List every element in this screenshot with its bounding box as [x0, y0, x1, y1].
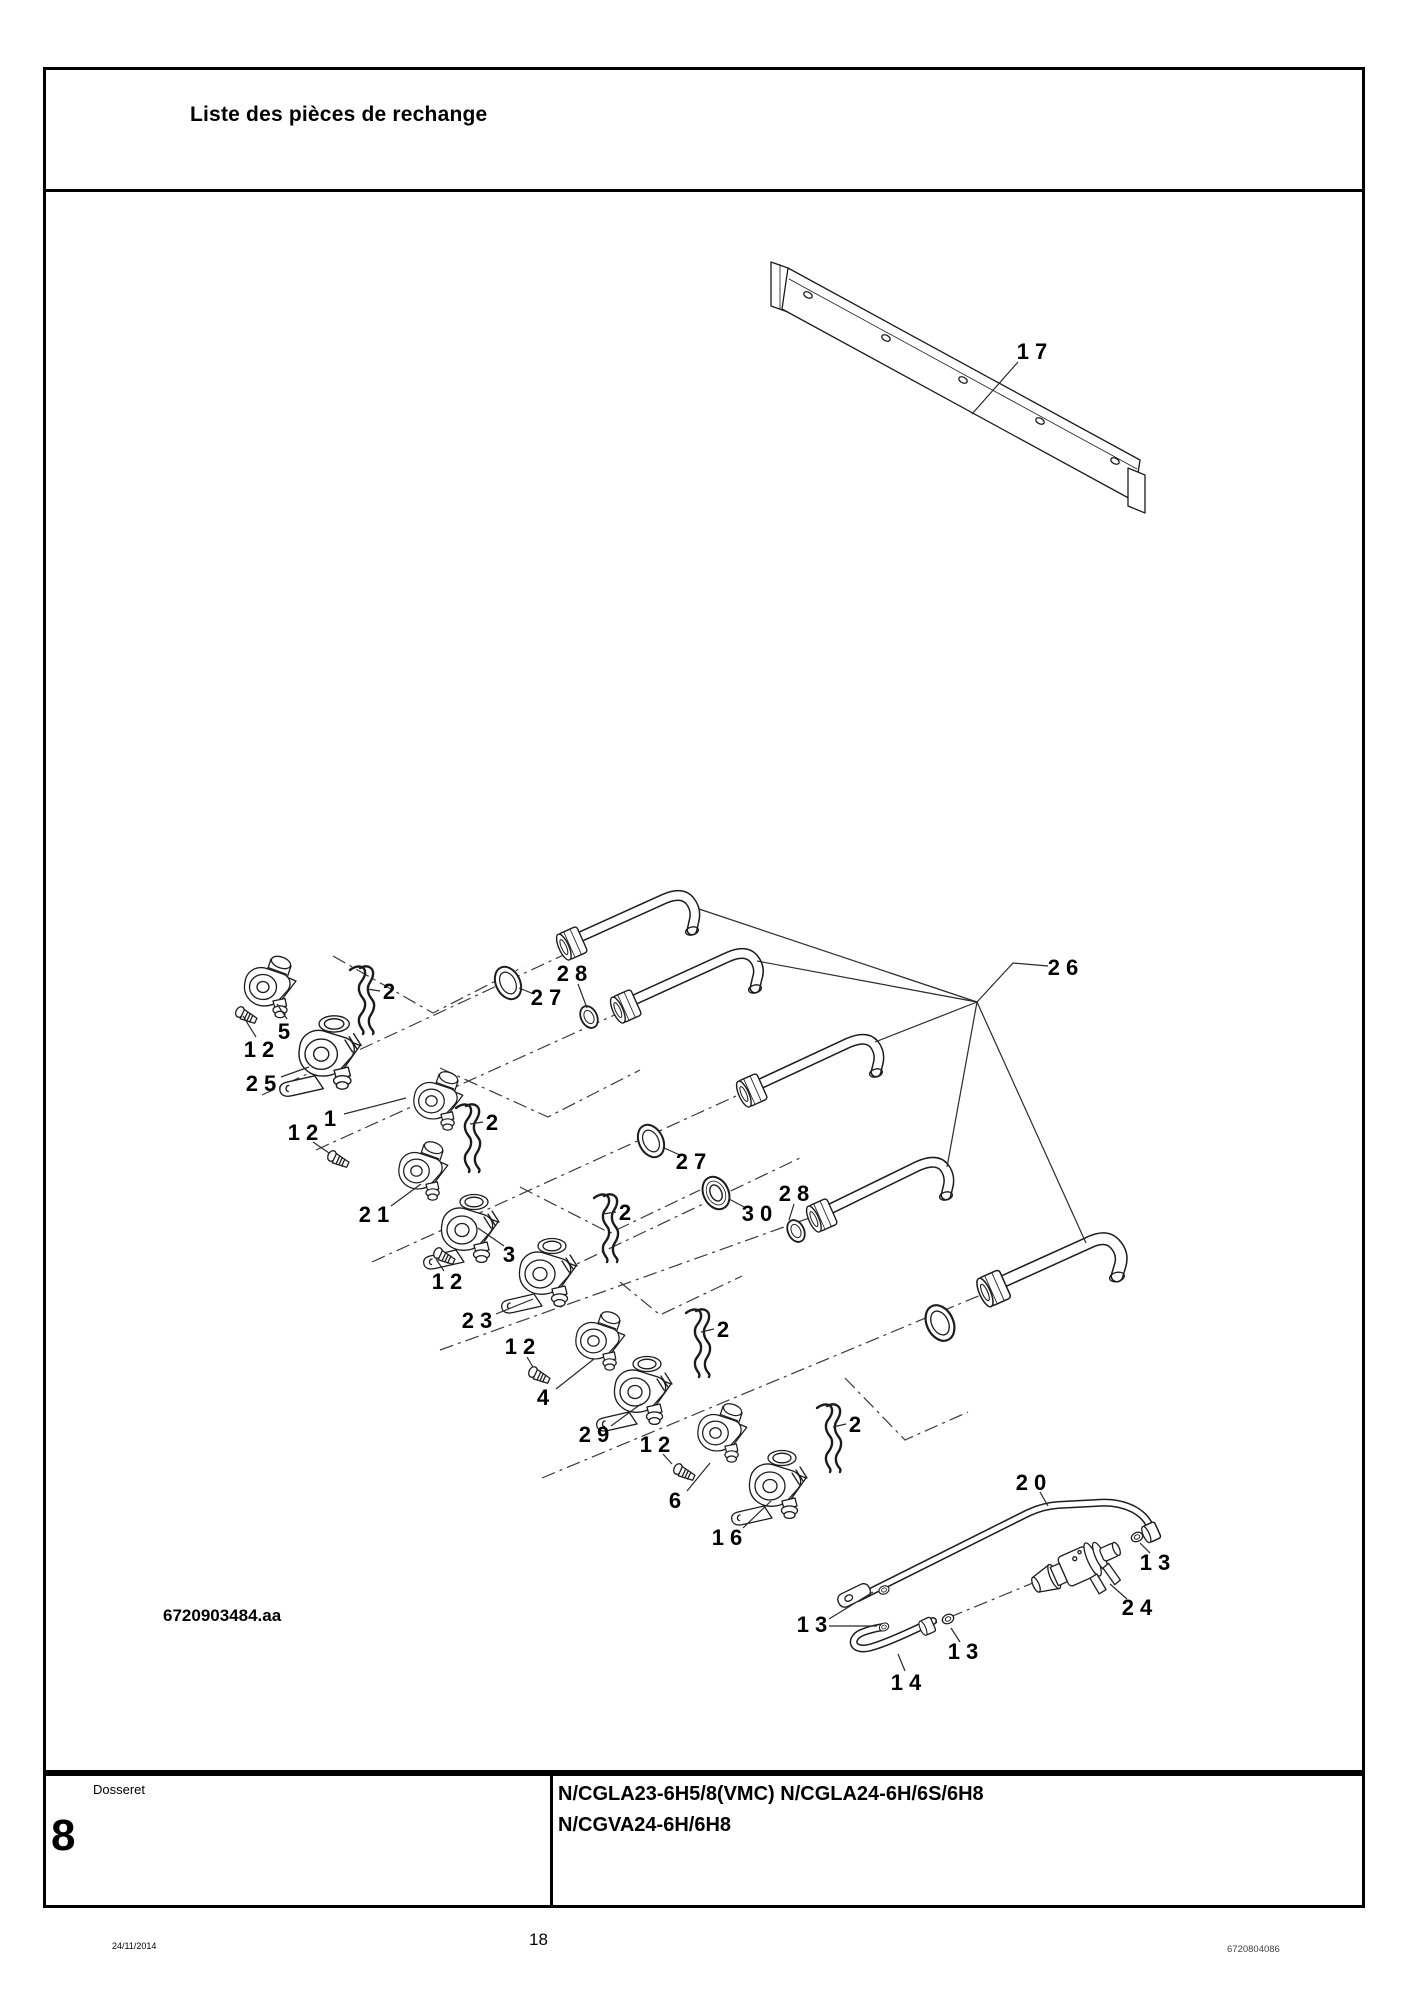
callout-13: 13: [947, 1639, 985, 1664]
callout-12: 12: [431, 1269, 469, 1294]
callout-12: 12: [243, 1037, 281, 1062]
page-title: Liste des pièces de rechange: [190, 103, 488, 126]
callout-leader-2: [470, 1122, 483, 1124]
callout-leader-14: [898, 1654, 905, 1671]
callout-12: 12: [639, 1432, 677, 1457]
drawing-code: 6720903484.aa: [163, 1606, 282, 1625]
section-number: 8: [51, 1811, 76, 1860]
pipe-e: [974, 1239, 1126, 1309]
callout-leader-28: [789, 1204, 794, 1220]
callout-27: 27: [675, 1149, 713, 1174]
pipe-c: [734, 1039, 884, 1109]
regulator-24-drawing: [1026, 1531, 1133, 1617]
section-name: Dosseret: [93, 1782, 146, 1797]
callout-5: 5: [277, 1019, 297, 1044]
callout-2: 2: [716, 1317, 736, 1342]
valve-16-drawing: [732, 1451, 807, 1526]
bracket-17-drawing: [771, 262, 1145, 513]
callout-2: 2: [618, 1200, 638, 1225]
callout-2: 2: [848, 1412, 868, 1437]
tube-14-drawing: [854, 1617, 936, 1649]
model-line-2: N/CGVA24-6H/6H8: [558, 1814, 732, 1836]
callout-leader-28: [578, 984, 587, 1008]
callout-13: 13: [796, 1612, 834, 1637]
callout-26: 26: [1047, 955, 1085, 980]
valve-5-drawing: [244, 954, 296, 1018]
footer-page-number: 18: [529, 1930, 548, 1949]
footer-doc-number: 6720804086: [1227, 1944, 1280, 1955]
callout-1: 1: [323, 1106, 343, 1131]
callout-16: 16: [711, 1525, 749, 1550]
callout-2: 2: [485, 1110, 505, 1135]
callout-4: 4: [536, 1385, 556, 1410]
pipe-a: [554, 895, 700, 962]
callout-13: 13: [1139, 1550, 1177, 1575]
callout-23: 23: [461, 1308, 499, 1333]
callout-28: 28: [556, 961, 594, 986]
model-list: [558, 1779, 984, 1841]
callout-24: 24: [1121, 1595, 1159, 1620]
callout-2: 2: [382, 979, 402, 1004]
model-line-1: N/CGLA23-6H5/8(VMC) N/CGLA24-6H/6S/6H8: [558, 1783, 984, 1805]
reference-table: [43, 1773, 1365, 1908]
callout-12: 12: [504, 1334, 542, 1359]
table-divider: [550, 1776, 553, 1905]
callout-leader-21: [391, 1184, 421, 1206]
callout-leader-1: [344, 1098, 406, 1114]
valve-21-drawing: [399, 1140, 448, 1201]
pipe-b: [608, 953, 763, 1025]
pipe-drawings: [554, 895, 1126, 1308]
callout-30: 30: [741, 1201, 779, 1226]
washer-13-drawings: [878, 1531, 1145, 1633]
callout-29: 29: [578, 1422, 616, 1447]
valve-1-drawing: [414, 1070, 463, 1131]
callout-25: 25: [245, 1071, 283, 1096]
callout-6: 6: [668, 1488, 688, 1513]
callout-27: 27: [530, 985, 568, 1010]
callout-layer: [243, 339, 1176, 1695]
callout-21: 21: [358, 1202, 396, 1227]
valve-6-drawing: [698, 1402, 747, 1463]
callout-20: 20: [1015, 1470, 1053, 1495]
callout-3: 3: [502, 1242, 522, 1267]
callout-12: 12: [287, 1120, 325, 1145]
callout-leader-4: [556, 1359, 594, 1389]
valve-4-drawing: [576, 1310, 625, 1371]
construction-lines: [262, 945, 1062, 1650]
footer-date: 24/11/2014: [112, 1941, 157, 1951]
callout-28: 28: [778, 1181, 816, 1206]
pipe-d: [804, 1162, 954, 1234]
callout-17: 17: [1016, 339, 1054, 364]
callout-14: 14: [890, 1670, 928, 1695]
callout-leader-26: [977, 963, 1048, 1002]
